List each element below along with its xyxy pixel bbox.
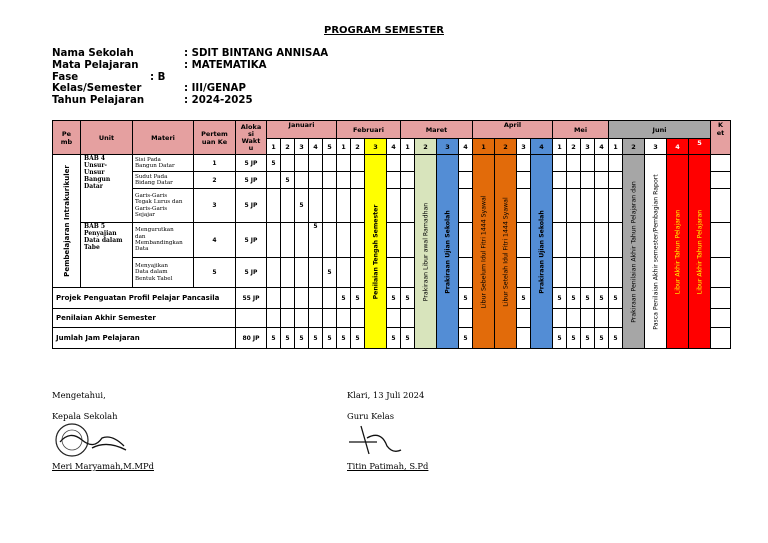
mark-cell: 5 [595,328,609,349]
libur-label-1: Libur Sebelum Idul Fitri 1444 Syawal [480,194,487,309]
week-cell: 4 [667,139,689,155]
mark-cell: 5 [567,328,581,349]
bab-4: BAB 4 Unsur- Unsur Bangun Datar [81,155,133,223]
month-maret: Maret [401,121,473,139]
mark-cell: 5 [387,288,401,309]
libur-column-2 [495,155,517,349]
week-cell: 3 [295,139,309,155]
week-cell: 3 [365,139,387,155]
month-juni: Juni [609,121,711,139]
pertemuan-cell: 2 [194,172,236,189]
month-mei: Mei [553,121,609,139]
mark-cell: 5 [309,223,323,258]
month-januari: Januari [267,121,337,139]
mark-cell: 5 [567,288,581,309]
week-cell: 2 [567,139,581,155]
header-alokasi: Aloka si Wakt u [236,121,267,155]
page-title: PROGRAM SEMESTER [324,25,444,36]
projek-jp: 55 JP [236,288,267,309]
mark-cell: 5 [351,288,365,309]
pas-row-label: Penilaian Akhir Semester [53,309,236,328]
libur-column-1 [473,155,495,349]
mark-cell: 5 [581,288,595,309]
week-cell: 3 [581,139,595,155]
raport-label: Pasca Penilaian Akhir semester/Pembagian Raport [652,173,659,330]
ramadhan-label: Prakiraan Libur awal Ramadhan [422,202,429,301]
mark-cell: 5 [267,328,281,349]
libur-label-3: Libur Akhir Tahun Pelajaran [674,209,681,294]
week-cell: 1 [473,139,495,155]
info-label: Mata Pelajaran [52,59,139,71]
week-cell: 1 [553,139,567,155]
mark-cell: 5 [609,288,623,309]
pas-label: Prakiraan Penilaian Akhir Tahun Pelajaran dan [630,180,637,323]
mark-cell: 5 [401,328,415,349]
week-cell: 4 [309,139,323,155]
jp-cell: 5 JP [236,172,267,189]
pts-column [365,155,387,349]
mark-cell: 5 [281,172,295,189]
mark-cell: 5 [281,328,295,349]
header-pertemuan: Pertem uan Ke [194,121,236,155]
info-label: Kelas/Semester [52,83,142,95]
jp-cell: 5 JP [236,258,267,288]
info-value: : SDIT BINTANG ANNISAA [184,48,329,59]
info-value: : 2024-2025 [184,95,253,107]
guru-kelas-name: Titin Patimah, S.Pd [347,461,429,471]
mengetahui-text: Mengetahui, [52,390,106,400]
month-februari: Februari [337,121,401,139]
mark-cell: 5 [401,288,415,309]
header-materi: Materi [133,121,194,155]
ujian-label-2: Prakiraan Ujian Sekolah [538,209,545,294]
mark-cell: 5 [595,288,609,309]
info-value: : III/GENAP [184,83,246,95]
guru-kelas-title: Guru Kelas [347,411,395,421]
tempat-tanggal: Klari, 13 Juli 2024 [347,390,425,400]
materi-cell: Garis-Garis Tegak Lurus dan Garis-Garis Sejajar [133,189,194,223]
info-value: : MATEMATIKA [184,59,267,71]
week-cell: 4 [595,139,609,155]
mark-cell: 5 [323,258,337,288]
mark-cell: 5 [609,328,623,349]
mark-cell: 5 [295,328,309,349]
week-cell: 4 [531,139,553,155]
ramadhan-column [415,155,437,349]
pertemuan-cell: 1 [194,155,236,172]
mark-cell: 5 [553,328,567,349]
week-cell: 2 [495,139,517,155]
week-cell: 2 [351,139,365,155]
mark-cell: 5 [517,288,531,309]
mark-cell: 5 [553,288,567,309]
week-cell: 4 [459,139,473,155]
week-cell: 1 [337,139,351,155]
pas-column [623,155,645,349]
week-cell: 2 [623,139,645,155]
kepala-sekolah-stamp-signature [52,420,132,460]
header-unit: Unit [81,121,133,155]
libur-label-2: Libur Setelah Idul Fitri 1444 Syawal [502,196,509,307]
intrakurikuler-label: Pembelajaran Intrakurikuler [62,165,71,277]
info-value: : B [150,71,166,83]
week-cell: 1 [401,139,415,155]
week-cell: 3 [517,139,531,155]
ujian-column-1 [437,155,459,349]
pertemuan-cell: 4 [194,223,236,258]
mark-cell: 5 [295,189,309,223]
week-cell: 1 [267,139,281,155]
mark-cell: 5 [459,328,473,349]
mark-cell: 5 [337,288,351,309]
week-cell: 3 [645,139,667,155]
week-cell: 3 [437,139,459,155]
projek-label: Projek Penguatan Profil Pelajar Pancasila [53,288,236,309]
libur-column-3 [667,155,689,349]
program-semester-table [52,120,731,349]
jp-cell: 5 JP [236,189,267,223]
mark-cell: 5 [267,155,281,172]
mark-cell: 5 [309,328,323,349]
kepala-sekolah-name: Meri Maryamah,M.MPd [52,461,154,471]
week-cell: 2 [281,139,295,155]
materi-cell: Mengurutkan dan Membandingkan Data [133,223,194,258]
pts-label: Penilaian Tengah Semester [372,204,379,299]
ujian-label-1: Prakiraan Ujian Sekolah [444,209,451,294]
jp-cell: 5 JP [236,155,267,172]
week-cell: 5 [689,139,711,155]
pertemuan-cell: 3 [194,189,236,223]
raport-column [645,155,667,349]
mark-cell: 5 [459,288,473,309]
jumlah-jp: 80 JP [236,328,267,349]
libur-column-4 [689,155,711,349]
libur-label-4: Libur Akhir Tahun Pelajaran [696,209,703,294]
month-april: April [473,121,553,139]
materi-cell: Sudut Pada Bidang Datar [133,172,194,189]
week-cell: 4 [387,139,401,155]
mark-cell: 5 [581,328,595,349]
guru-kelas-signature [347,420,407,458]
pertemuan-cell: 5 [194,258,236,288]
ujian-column-2 [531,155,553,349]
materi-cell: Sisi Pada Bangun Datar [133,155,194,172]
bab-5: BAB 5 Penyajian Data dalam Tabe [81,223,133,288]
mark-cell: 5 [387,328,401,349]
kepala-sekolah-title: Kepala Sekolah [52,411,118,421]
intrakurikuler-cell [53,155,81,288]
week-cell: 1 [609,139,623,155]
info-label: Tahun Pelajaran [52,95,145,107]
info-label: Fase [52,71,79,83]
mark-cell: 5 [337,328,351,349]
jumlah-label: Jumlah Jam Pelajaran [53,328,236,349]
materi-cell: Menyajikan Data dalam Bentuk Tabel [133,258,194,288]
info-label: Nama Sekolah [52,48,134,59]
mark-cell: 5 [351,328,365,349]
week-cell: 2 [415,139,437,155]
week-cell: 5 [323,139,337,155]
header-ket: K et [711,121,731,155]
mark-cell: 5 [323,328,337,349]
jp-cell: 5 JP [236,223,267,258]
header-pemb: Pe mb [53,121,81,155]
